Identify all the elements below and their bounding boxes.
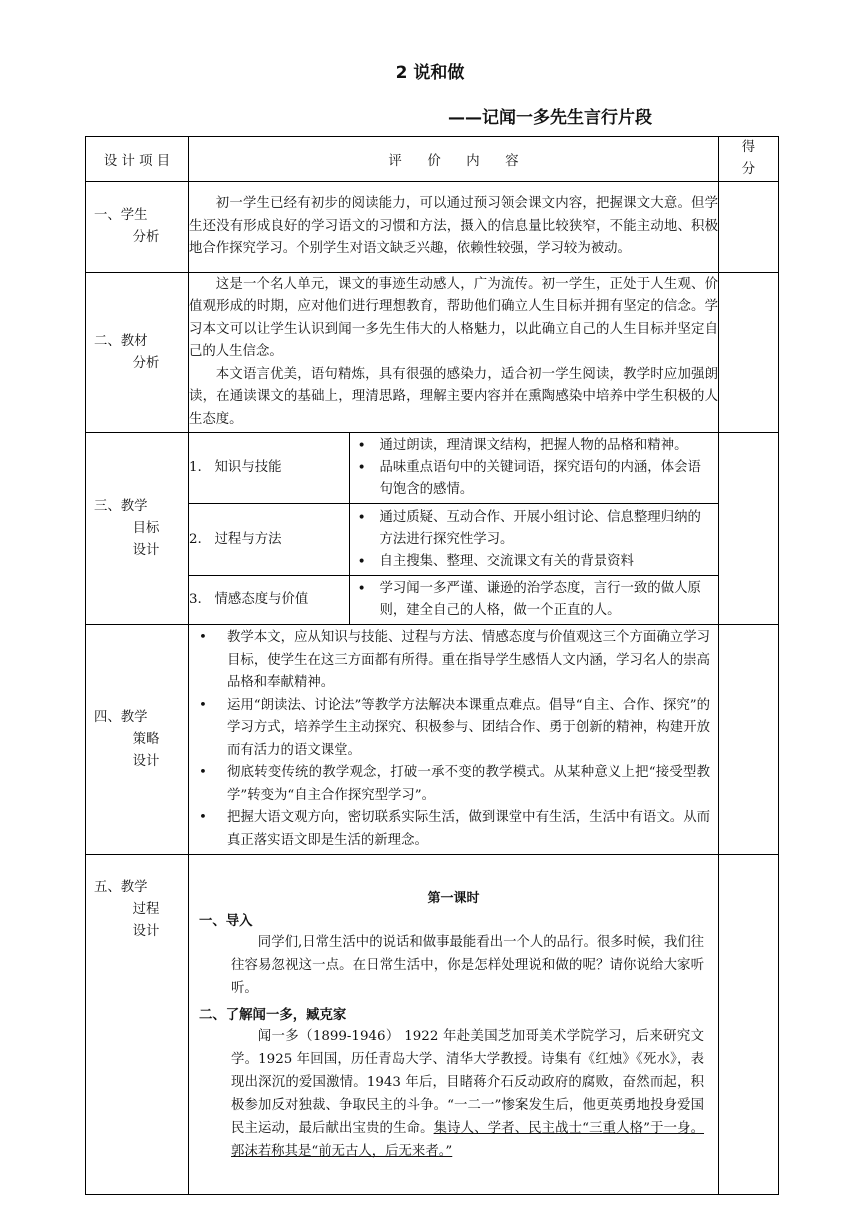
- strategy-item: • 教学本文，应从知识与技能、过程与方法、情感态度与价值观这三个方面确立学习目标，使学生在这三方面都有所得。重在指导学生感悟人文内涵，学习名人的崇高品格和奉献精神。: [227, 627, 710, 695]
- row-label-line: 分析: [132, 355, 160, 371]
- row-label-line: 目标: [132, 520, 160, 536]
- score-cell: [719, 625, 779, 855]
- paragraph: 同学们,日常生活中的说话和做事最能看出一个人的品行。很多时候，我们往往容易忽视这一点。在日常生活中，你是怎样处理说和做的呢？请你说给大家听听。: [231, 935, 704, 996]
- table-row-teaching-strategy: [86, 625, 779, 855]
- row-label-line: 分析: [132, 230, 160, 245]
- goal-item: • 品味重点语句中的关键词语，探究语句的内涵，体会语句饱含的感情。: [380, 457, 713, 501]
- strategy-item: • 彻底转变传统的教学观念，打破一承不变的教学模式。从某种意义上把“接受型教学”转变为“自主合作探究型学习”。: [227, 762, 710, 807]
- section-heading-author: 二、了解闻一多，臧克家: [199, 1008, 347, 1023]
- goal-name: 3. 情感态度与价值: [189, 576, 349, 625]
- document-subtitle: ——记闻一多先生言行片段: [448, 108, 652, 128]
- lesson-heading: 第一课时: [427, 891, 480, 906]
- header-design-item: 设 计 项 目: [86, 137, 189, 182]
- header-score-line1: 得: [741, 140, 756, 155]
- lesson-design-table: [85, 136, 779, 1195]
- goal-item: • 自主搜集、整理、交流课文有关的背景资料: [380, 551, 713, 573]
- strategy-item: • 运用“朗读法、讨论法”等教学方法解决本课重点难点。倡导“自主、合作、探究”的学习方式，培养学生主动探究、积极参与、团结合作、勇于创新的精神，构建开放而有活力的语文课堂。: [227, 695, 710, 763]
- section-heading-intro: 一、导入: [199, 914, 253, 929]
- student-analysis-content: [189, 182, 719, 273]
- goal-row: [189, 433, 718, 504]
- table-header-row: [86, 137, 779, 182]
- row-label-line: 设计: [132, 924, 160, 939]
- row-label-line: 四、教学: [94, 709, 148, 725]
- strategy-item: • 把握大语文观方向，密切联系实际生活，做到课堂中有生活，生活中有语文。从而真正落实语文即是生活的新理念。: [227, 807, 710, 852]
- table-row-teaching-process: [86, 855, 779, 1195]
- bio-text: 闻一多（1899-1946） 1922 年赴美国芝加哥美术学院学习，后来研究文学。1925 年回国，历任青岛大学、清华大学教授。诗集有《红烛》《死水》，表现出深沉的爱国激情。1943 年后，目睹蒋介石反动政府的腐败，奋然而起，积极参加反对独裁、争取民主的斗争。“一二一”惨案发生后，他更英勇地投身爱国民主运动，最后献出宝贵的生命。: [231, 1029, 704, 1136]
- score-cell: [719, 855, 779, 1195]
- row-label-line: 设计: [132, 542, 160, 558]
- row-label-line: 过程: [132, 902, 160, 917]
- goal-item: • 学习闻一多严谨、谦逊的治学态度，言行一致的做人原则，建全自己的人格，做一个正直的人。: [380, 578, 713, 622]
- goal-item: • 通过质疑、互动合作、开展小组讨论、信息整理归纳的方法进行探究性学习。: [380, 507, 713, 551]
- table-row-student-analysis: [86, 182, 779, 273]
- intro-paragraph: [189, 931, 718, 1000]
- score-cell: [719, 182, 779, 273]
- paragraph: 本文语言优美，语句精炼，具有很强的感染力，适合初一学生阅读，教学时应加强朗读，在通读课文的基础上，理清思路，理解主要内容并在熏陶感染中培养中学生积极的人生态度。: [189, 366, 718, 427]
- bio-underlined-text: 集诗人、学者、民主战士“三重人格”于一身。郭沫若称其是“前无古人，后无来者。”: [231, 1121, 705, 1159]
- score-cell: [719, 273, 779, 433]
- paragraph: 这是一个名人单元，课文的事迹生动感人，广为流传。初一学生，正处于人生观、价值观形成的时期，应对他们进行理想教育，帮助他们确立人生目标并拥有坚定的信念。学习本文可以让学生认识到闻一多先生伟大的人格魅力，以此确立自己的人生目标并坚定自己的人生信念。: [189, 276, 718, 360]
- paragraph: 初一学生已经有初步的阅读能力，可以通过预习领会课文内容，把握课文大意。但学生还没有形成良好的学习语文的习惯和方法，摄入的信息量比较狭窄，不能主动地、积极地合作探究学习。个别学生对语文缺乏兴趣，依赖性较强，学习较为被动。: [189, 196, 718, 257]
- row-label-line: 二、教材: [94, 333, 148, 349]
- header-score: [719, 137, 779, 182]
- teaching-goals-content: [189, 433, 719, 625]
- row-label-line: 设计: [132, 753, 160, 769]
- goal-items: [349, 433, 718, 504]
- row-label-line: 策略: [132, 731, 160, 747]
- material-analysis-content: [189, 273, 719, 433]
- goal-items: [349, 576, 718, 625]
- goal-items: [349, 504, 718, 576]
- row-label-teaching-strategy: [86, 625, 189, 855]
- table-row-teaching-goals: [86, 433, 779, 625]
- table-row-material-analysis: [86, 273, 779, 433]
- goals-subtable: [189, 433, 718, 624]
- row-label-line: 一、学生: [94, 208, 148, 223]
- goal-item: • 通过朗读，理清课文结构，把握人物的品格和精神。: [380, 435, 713, 457]
- goal-name: 1. 知识与技能: [189, 433, 349, 504]
- row-label-student-analysis: [86, 182, 189, 273]
- header-evaluation-content: 评 价 内 容: [189, 137, 719, 182]
- row-label-material-analysis: [86, 273, 189, 433]
- goal-row: [189, 576, 718, 625]
- paragraph: [231, 1025, 704, 1163]
- score-cell: [719, 433, 779, 625]
- row-label-teaching-process: [86, 855, 189, 1195]
- author-bio: [189, 1025, 718, 1163]
- row-label-teaching-goals: [86, 433, 189, 625]
- goal-row: [189, 504, 718, 576]
- teaching-process-content: [189, 855, 719, 1195]
- row-label-line: 五、教学: [94, 880, 148, 895]
- document-title: 2 说和做: [395, 63, 465, 83]
- goal-name: 2. 过程与方法: [189, 504, 349, 576]
- header-score-line2: 分: [741, 162, 756, 177]
- row-label-line: 三、教学: [94, 498, 148, 514]
- teaching-strategy-content: [189, 625, 719, 855]
